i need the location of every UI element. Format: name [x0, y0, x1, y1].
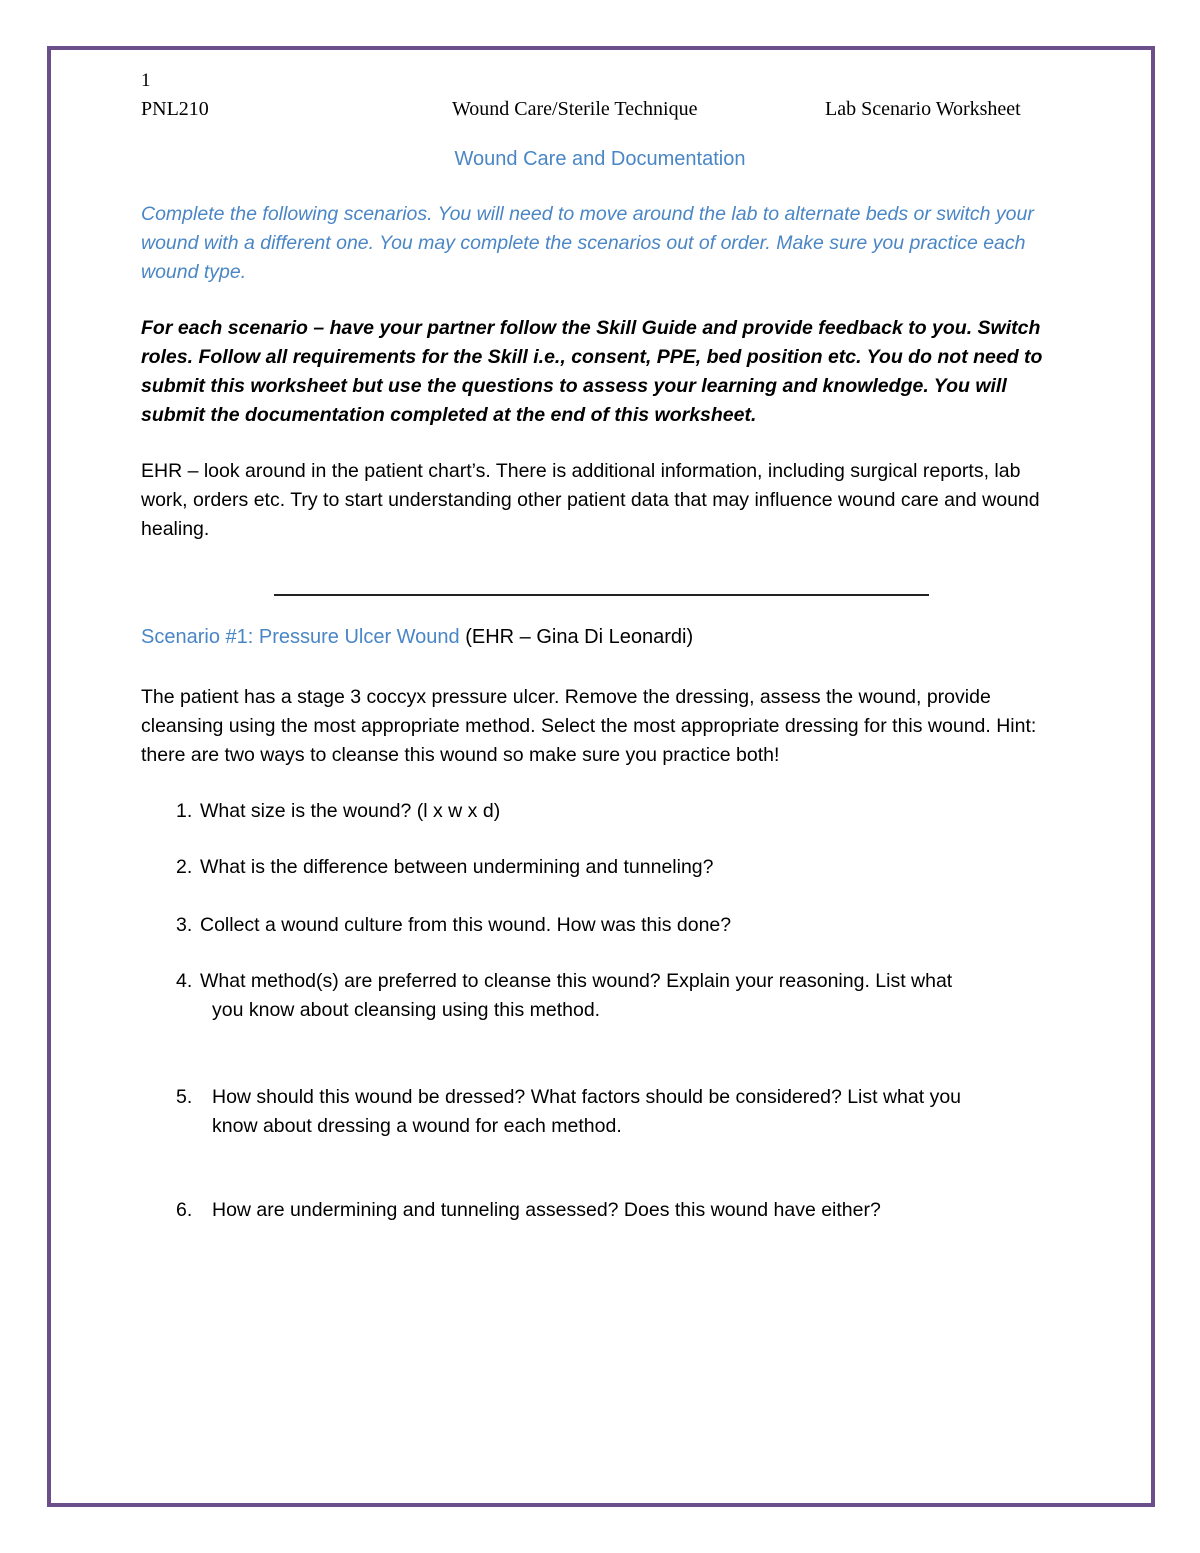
question-text: What size is the wound? (l x w x d) — [200, 800, 501, 822]
section-divider — [274, 594, 929, 596]
question-text: What method(s) are preferred to cleanse this wound? Explain your reasoning. List what — [200, 970, 953, 992]
header-course: PNL210 — [141, 98, 209, 120]
question-text: How should this wound be dressed? What factors should be considered? List what you — [212, 1086, 962, 1108]
instructions-paragraph: For each scenario – have your partner follow the Skill Guide and provide feedback to you. Switch roles. Follow all requirements for the Skill i.e., consent, PPE, bed position etc. You do not need to submit this worksheet but use the questions to assess your learning and knowledge. You will submit the documentation completed at the end of this worksheet. — [141, 317, 1043, 426]
header-topic: Wound Care/Sterile Technique — [452, 98, 698, 120]
ehr-note-paragraph: EHR – look around in the patient chart’s. There is additional information, including surgical reports, lab work, orders etc. Try to start understanding other patient data that may influence wound care and wound healing. — [141, 460, 1040, 540]
question-text: Collect a wound culture from this wound. How was this done? — [200, 914, 732, 936]
question-text: What is the difference between undermining and tunneling? — [200, 856, 714, 878]
question-6: 6. How are undermining and tunneling assessed? Does this wound have either? — [176, 1199, 881, 1221]
scenario-heading — [141, 626, 693, 649]
document-title: Wound Care and Documentation — [454, 148, 746, 170]
question-3: 3. Collect a wound culture from this wound. How was this done? — [176, 914, 732, 936]
question-1: 1. What size is the wound? (l x w x d) — [176, 800, 501, 822]
scenario-patient: (EHR – Gina Di Leonardi) — [459, 626, 694, 648]
page-number: 1 — [141, 70, 151, 91]
question-2: 2. What is the difference between undermining and tunneling? — [176, 856, 714, 878]
scenario-title: Scenario #1: Pressure Ulcer Wound — [141, 626, 460, 648]
scenario-description: The patient has a stage 3 coccyx pressure ulcer. Remove the dressing, assess the wound, provide cleansing using the most appropriate method. Select the most appropriate dressing for this wound. Hint: there are two ways to cleanse this wound so make sure you practice both! — [141, 686, 1037, 766]
question-text-continued: you know about cleansing using this method. — [212, 999, 601, 1021]
header-doc-type: Lab Scenario Worksheet — [825, 98, 1021, 120]
question-text: How are undermining and tunneling assessed? Does this wound have either? — [212, 1199, 881, 1221]
question-text-continued: know about dressing a wound for each method. — [212, 1115, 622, 1137]
intro-paragraph: Complete the following scenarios. You will need to move around the lab to alternate beds or switch your wound with a different one. You may complete the scenarios out of order. Make sure you practice each wound type. — [141, 203, 1034, 283]
question-4: 4. What method(s) are preferred to cleanse this wound? Explain your reasoning. List what you know about cleansing using this method. — [176, 967, 1056, 1025]
question-5: 5. How should this wound be dressed? What factors should be considered? List what you know about dressing a wound for each method. — [176, 1083, 1056, 1141]
